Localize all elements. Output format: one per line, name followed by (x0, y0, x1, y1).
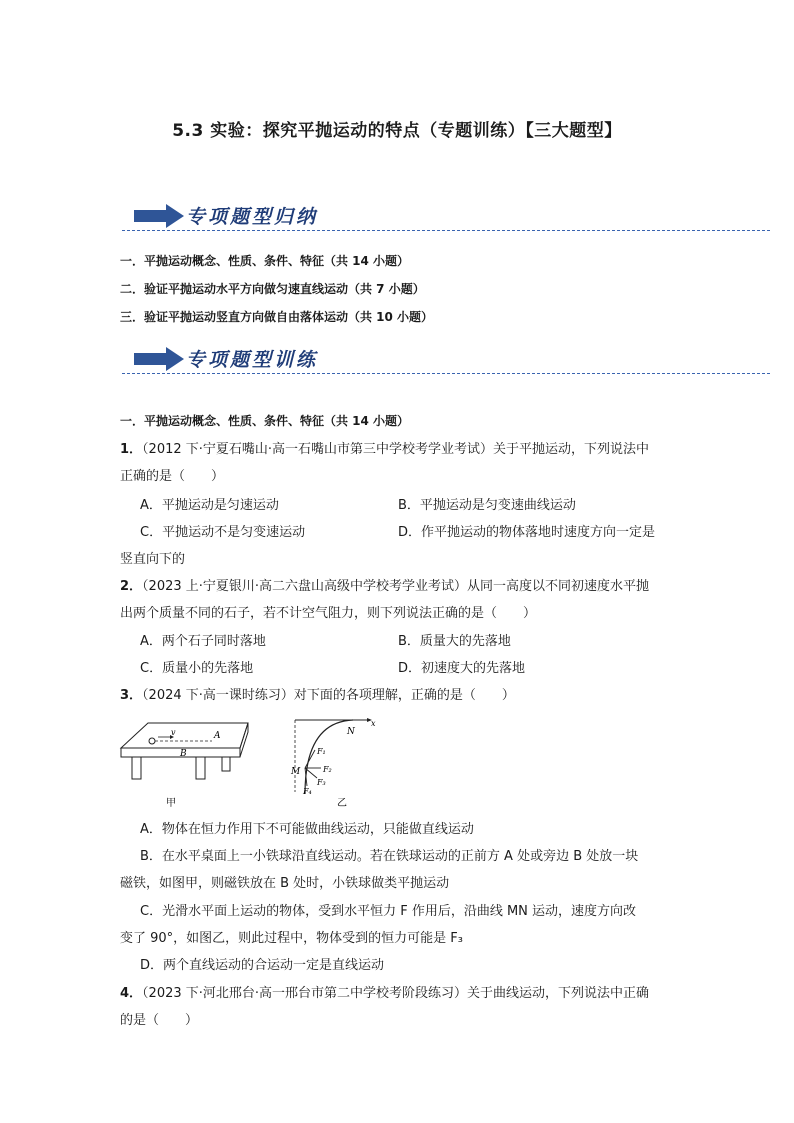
question-2 (120, 575, 649, 594)
section-banner-training (122, 343, 770, 383)
question-stem: （2023 下·河北邢台·高一邢台市第二中学校考阶段练习）关于曲线运动，下列说法中正确 (142, 986, 650, 1001)
question-stem: （2024 下·高一课时练习）对下面的各项理解，正确的是（ ） (142, 688, 515, 703)
question-number: 4． (120, 986, 143, 1001)
option-d: D．作平抛运动的物体落地时速度方向一定是 (398, 525, 656, 540)
question-stem-cont: 出两个质量不同的石子，若不计空气阻力，则下列说法正确的是（ ） (120, 606, 537, 621)
label-a: A (214, 731, 221, 741)
option-c-cont: 变了 90°，如图乙，则此过程中，物体受到的恒力可能是 F₃ (120, 931, 463, 946)
figure-yi-forces (285, 712, 380, 810)
question-4 (120, 982, 649, 1001)
category-item-3: 三．验证平抛运动竖直方向做自由落体运动（共 10 小题） (120, 310, 434, 324)
section-banner-summary (122, 200, 770, 240)
label-m: M (291, 767, 301, 777)
section-header: 一．平抛运动概念、性质、条件、特征（共 14 小题） (120, 414, 410, 428)
option-d-cont: 竖直向下的 (120, 552, 186, 567)
label-x: x (371, 719, 376, 728)
arrow-right-icon (134, 347, 184, 371)
question-3 (120, 684, 515, 703)
option-c: C．平抛运动不是匀变速运动 (140, 525, 306, 540)
question-number: 1． (120, 442, 143, 457)
option-b-cont: 磁铁，如图甲，则磁铁放在 B 处时，小铁球做类平抛运动 (120, 876, 450, 891)
figure-jia-table (118, 718, 253, 810)
label-f2: F₂ (323, 765, 332, 774)
arrow-right-icon (134, 204, 184, 228)
divider (122, 373, 770, 374)
figure-caption-jia: 甲 (166, 798, 176, 809)
question-number: 3． (120, 688, 143, 703)
label-f4: F₄ (303, 787, 312, 796)
question-stem: （2012 下·宁夏石嘴山·高一石嘴山市第三中学校考学业考试）关于平抛运动，下列说法中 (142, 442, 650, 457)
option-a: A．平抛运动是匀速运动 (140, 498, 279, 513)
option-b: B．质量大的先落地 (398, 634, 511, 649)
page-title: 5.3 实验：探究平抛运动的特点（专题训练）【三大题型】 (172, 121, 622, 141)
category-item-1: 一．平抛运动概念、性质、条件、特征（共 14 小题） (120, 254, 410, 268)
option-c: C．光滑水平面上运动的物体，受到水平恒力 F 作用后，沿曲线 MN 运动，速度方向改 (140, 904, 637, 919)
question-1 (120, 438, 649, 457)
label-v: v (171, 728, 176, 737)
banner-label: 专项题型归纳 (186, 206, 319, 228)
question-number: 2． (120, 579, 143, 594)
option-d: D．初速度大的先落地 (398, 661, 526, 676)
question-stem-cont: 正确的是（ ） (120, 469, 225, 484)
category-item-2: 二．验证平抛运动水平方向做匀速直线运动（共 7 小题） (120, 282, 425, 296)
option-d: D．两个直线运动的合运动一定是直线运动 (140, 958, 385, 973)
figure-caption-yi: 乙 (337, 798, 347, 809)
divider (122, 230, 770, 231)
option-b: B．在水平桌面上一小铁球沿直线运动。若在铁球运动的正前方 A 处或旁边 B 处放一块 (140, 849, 639, 864)
label-b: B (180, 749, 187, 759)
option-c: C．质量小的先落地 (140, 661, 254, 676)
question-stem: （2023 上·宁夏银川·高二六盘山高级中学校考学业考试）从同一高度以不同初速度水平抛 (142, 579, 650, 594)
question-stem-cont: 的是（ ） (120, 1013, 199, 1028)
label-f3: F₃ (317, 778, 326, 787)
option-a: A．物体在恒力作用下不可能做曲线运动，只能做直线运动 (140, 822, 474, 837)
label-n: N (347, 727, 355, 737)
option-b: B．平抛运动是匀变速曲线运动 (398, 498, 576, 513)
label-f1: F₁ (317, 747, 326, 756)
banner-label: 专项题型训练 (186, 349, 319, 371)
option-a: A．两个石子同时落地 (140, 634, 266, 649)
